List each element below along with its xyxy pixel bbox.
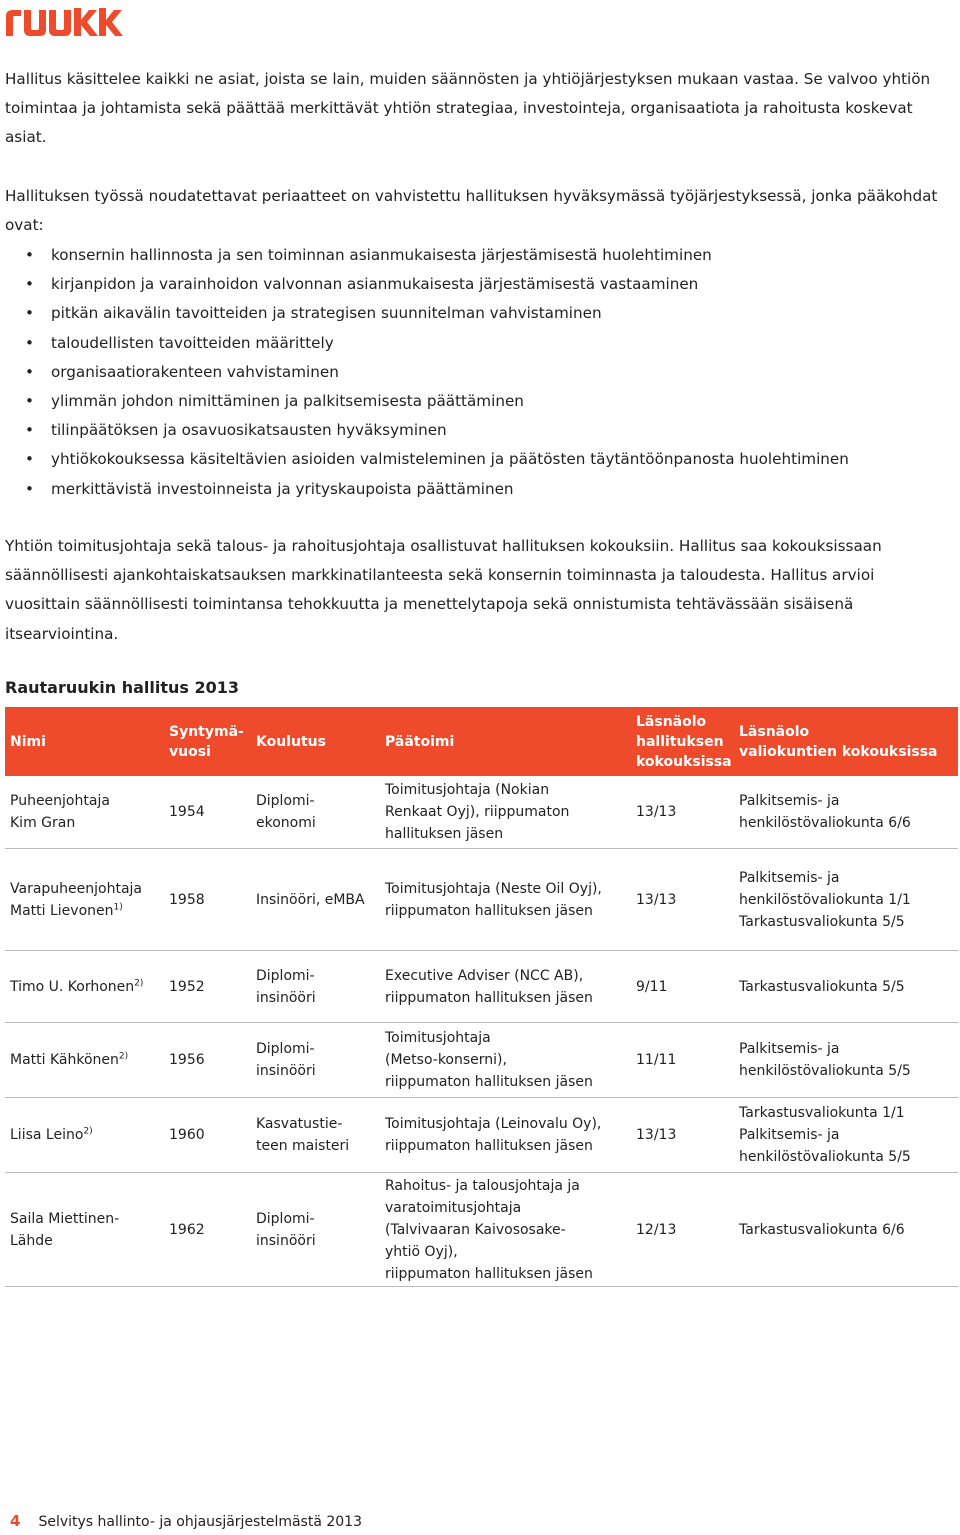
table-row	[5, 849, 958, 951]
cell-occupation: Toimitusjohtaja (Metso-konserni), riippumaton hallituksen jäsen	[380, 1023, 631, 1098]
bullet-icon: •	[25, 450, 34, 469]
list-item-text: yhtiökokouksessa käsiteltävien asioiden valmisteleminen ja päätösten täytäntöönpanosta huolehtiminen	[51, 450, 849, 469]
footnote-ref: 2)	[118, 1051, 129, 1062]
col-header-committee-attendance: Läsnäolo valiokuntien kokouksissa	[734, 707, 958, 776]
cell-occupation: Toimitusjohtaja (Nokian Renkaat Oyj), riippumaton hallituksen jäsen	[380, 776, 631, 849]
cell-attendance: 9/11	[631, 951, 734, 1023]
cell-name: Varapuheenjohtaja Matti Lievonen$^{1)}$	[5, 849, 164, 951]
bullet-icon: •	[25, 333, 34, 352]
list-item	[5, 416, 953, 445]
cell-committee: Tarkastusvaliokunta 6/6	[734, 1173, 958, 1287]
page-number: 4	[10, 1512, 21, 1530]
intro-paragraph-2: Hallituksen työssä noudatettavat periaatteet on vahvistettu hallituksen hyväksymässä työjärjestyksessä, jonka pääkohdat ovat:	[5, 187, 938, 235]
list-item	[5, 241, 953, 270]
cell-committee: Tarkastusvaliokunta 5/5	[734, 951, 958, 1023]
cell-occupation: Rahoitus- ja talousjohtaja ja varatoimitusjohtaja (Talvivaaran Kaivososake- yhtiö Oyj), riippumaton hallituksen jäsen	[380, 1173, 631, 1287]
bullet-icon: •	[25, 391, 34, 410]
cell-education: Diplomi- insinööri	[251, 1023, 380, 1098]
col-header-name: Nimi	[5, 707, 164, 776]
cell-occupation: Toimitusjohtaja (Leinovalu Oy), riippumaton hallituksen jäsen	[380, 1098, 631, 1173]
bullet-icon: •	[25, 362, 34, 381]
cell-committee: Palkitsemis- ja henkilöstövaliokunta 5/5	[734, 1023, 958, 1098]
list-item	[5, 475, 953, 504]
footnote-ref: 1)	[113, 901, 123, 912]
cell-name: Liisa Leino$^{2)}$	[5, 1098, 164, 1173]
table-row	[5, 1173, 958, 1287]
ruukki-logo	[6, 8, 126, 36]
table-row	[5, 1098, 958, 1173]
cell-year: 1954	[164, 776, 251, 849]
list-item-text: merkittävistä investoinneista ja yrityskaupoista päättäminen	[51, 479, 514, 498]
cell-name: Matti Kähkönen$^{2)}$	[5, 1023, 164, 1098]
cell-year: 1952	[164, 951, 251, 1023]
col-header-occupation: Päätoimi	[380, 707, 631, 776]
col-header-board-attendance: Läsnäolo hallituksen kokouksissa	[631, 707, 734, 776]
bullet-icon: •	[25, 479, 34, 498]
list-item-text: ylimmän johdon nimittäminen ja palkitsemisesta päättäminen	[51, 391, 524, 410]
bullet-icon: •	[25, 304, 34, 323]
list-item	[5, 270, 953, 299]
cell-education: Kasvatustie- teen maisteri	[251, 1098, 380, 1173]
cell-occupation: Executive Adviser (NCC AB), riippumaton hallituksen jäsen	[380, 951, 631, 1023]
list-item	[5, 358, 953, 387]
footnote-ref: 2)	[83, 1126, 93, 1137]
col-header-birth-year: Syntymä- vuosi	[164, 707, 251, 776]
cell-year: 1962	[164, 1173, 251, 1287]
table-header-row	[5, 707, 958, 776]
board-table-title: Rautaruukin hallitus 2013	[5, 678, 240, 697]
list-item	[5, 387, 953, 416]
cell-committee: Tarkastusvaliokunta 1/1 Palkitsemis- ja henkilöstövaliokunta 5/5	[734, 1098, 958, 1173]
cell-attendance: 13/13	[631, 776, 734, 849]
cell-year: 1956	[164, 1023, 251, 1098]
cell-attendance: 13/13	[631, 849, 734, 951]
table-row	[5, 1023, 958, 1098]
list-item-text: organisaatiorakenteen vahvistaminen	[51, 362, 339, 381]
cell-attendance: 11/11	[631, 1023, 734, 1098]
cell-occupation: Toimitusjohtaja (Neste Oil Oyj), riippumaton hallituksen jäsen	[380, 849, 631, 951]
footnote-ref: 2)	[134, 977, 144, 988]
cell-committee: Palkitsemis- ja henkilöstövaliokunta 6/6	[734, 776, 958, 849]
list-item	[5, 329, 953, 358]
cell-committee: Palkitsemis- ja henkilöstövaliokunta 1/1 Tarkastusvaliokunta 5/5	[734, 849, 958, 951]
meetings-paragraph: Yhtiön toimitusjohtaja sekä talous- ja rahoitusjohtaja osallistuvat hallituksen kokouksiin. Hallitus saa kokouksissaan säännöllisesti ajankohtaiskatsauksen markkinatilanteesta sekä konsernin toiminnasta ja taloudesta. Hallitus arvioi vuosittain säännöllisesti toimintansa tehokkuutta ja menettelytapoja sekä onnistumista tehtävässään sisäisenä itsearviointina.	[5, 537, 882, 643]
cell-year: 1958	[164, 849, 251, 951]
cell-education: Diplomi- insinööri	[251, 1173, 380, 1287]
list-item-text: kirjanpidon ja varainhoidon valvonnan asianmukaisesta järjestämisestä vastaaminen	[51, 275, 699, 294]
duties-list	[5, 241, 953, 504]
board-table	[5, 707, 958, 1287]
cell-name: Timo U. Korhonen$^{2)}$	[5, 951, 164, 1023]
cell-education: Diplomi- insinööri	[251, 951, 380, 1023]
list-item	[5, 299, 953, 328]
bullet-icon: •	[25, 421, 34, 440]
bullet-icon: •	[25, 246, 34, 264]
cell-attendance: 13/13	[631, 1098, 734, 1173]
page-footer	[10, 1512, 362, 1530]
list-item-text: tilinpäätöksen ja osavuosikatsausten hyväksyminen	[51, 421, 447, 440]
list-item-text: taloudellisten tavoitteiden määrittely	[51, 333, 334, 352]
intro-paragraph-1: Hallitus käsittelee kaikki ne asiat, joista se lain, muiden säännösten ja yhtiöjärjestyksen mukaan vastaa. Se valvoo yhtiön toimintaa ja johtamista sekä päättää merkittävät yhtiön strategiaa, investointeja, organisaatiota ja rahoitusta koskevat asiat.	[5, 70, 931, 147]
table-row	[5, 776, 958, 849]
cell-attendance: 12/13	[631, 1173, 734, 1287]
cell-education: Diplomi- ekonomi	[251, 776, 380, 849]
cell-education: Insinööri, eMBA	[251, 849, 380, 951]
list-item	[5, 445, 953, 474]
cell-name: Puheenjohtaja Kim Gran	[5, 776, 164, 849]
cell-name: Saila Miettinen- Lähde	[5, 1173, 164, 1287]
col-header-education: Koulutus	[251, 707, 380, 776]
table-row	[5, 951, 958, 1023]
footer-title: Selvitys hallinto- ja ohjausjärjestelmästä 2013	[38, 1514, 362, 1530]
list-item-text: pitkän aikavälin tavoitteiden ja strategisen suunnitelman vahvistaminen	[51, 304, 602, 323]
cell-year: 1960	[164, 1098, 251, 1173]
list-item-text: konsernin hallinnosta ja sen toiminnan asianmukaisesta järjestämisestä huolehtiminen	[51, 246, 712, 264]
bullet-icon: •	[25, 275, 34, 294]
